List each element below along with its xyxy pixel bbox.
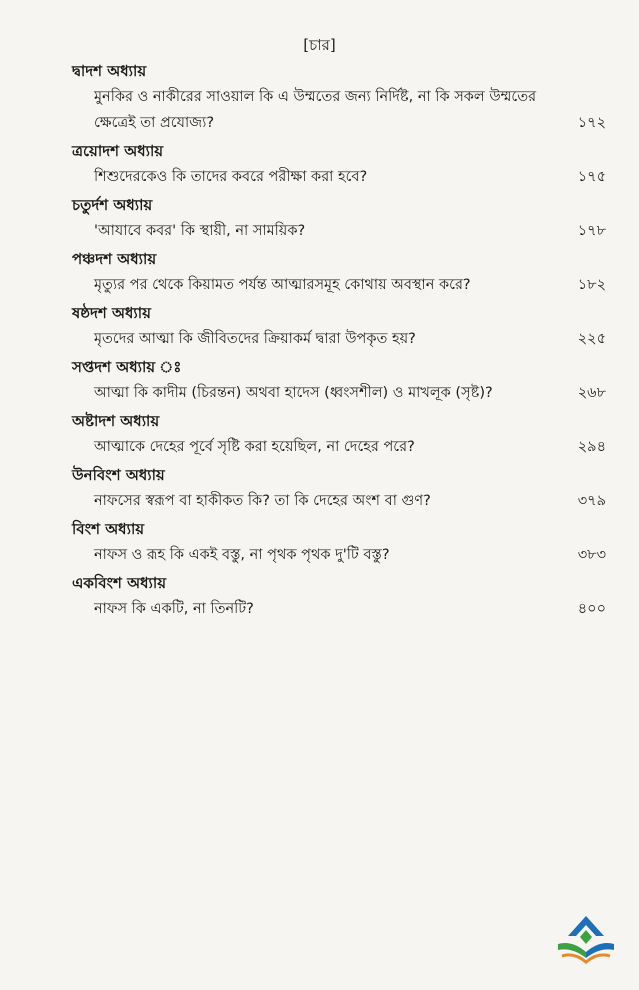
- toc-entry[interactable]: [72, 218, 612, 244]
- toc-entry[interactable]: [72, 84, 612, 136]
- entry-page-number: ২৬৮: [577, 385, 606, 401]
- chapter-heading: একবিংশ অধ্যায়: [72, 574, 167, 592]
- entry-page-number: ১৭৮: [577, 223, 606, 239]
- toc-chapter: [72, 410, 612, 460]
- entry-title: মুনকির ও নাকীরের সাওয়াল কি এ উম্মতের জন্য নির্দিষ্ট, না কি সকল উম্মতের ক্ষেত্রেই তা প্রযোজ্য?: [94, 89, 537, 131]
- entry-page-number: ৩৮৩: [577, 547, 606, 563]
- chapter-heading: সপ্তদশ অধ্যায় ঃ: [72, 358, 182, 376]
- toc-chapter: [72, 302, 612, 352]
- entry-page-number: ১৮২: [577, 277, 606, 293]
- chapter-heading: অষ্টাদশ অধ্যায়: [72, 412, 160, 430]
- entry-title: শিশুদেরকেও কি তাদের কবরে পরীক্ষা করা হবে?: [94, 169, 368, 185]
- table-of-contents: [72, 60, 612, 626]
- entry-page-number: ১৭২: [577, 115, 606, 131]
- toc-chapter: [72, 248, 612, 298]
- toc-entry[interactable]: [72, 272, 612, 298]
- toc-entry[interactable]: [72, 380, 612, 406]
- page-number-header: [চার]: [303, 36, 336, 54]
- toc-chapter: [72, 194, 612, 244]
- entry-page-number: ৪০০: [577, 601, 606, 617]
- chapter-heading: উনবিংশ অধ্যায়: [72, 466, 165, 484]
- toc-chapter: [72, 60, 612, 136]
- chapter-heading: চতুর্দশ অধ্যায়: [72, 196, 153, 214]
- entry-title: নাফসের স্বরূপ বা হাকীকত কি? তা কি দেহের অংশ বা গুণ?: [94, 493, 431, 509]
- toc-entry[interactable]: [72, 326, 612, 352]
- chapter-heading: বিংশ অধ্যায়: [72, 520, 145, 538]
- toc-entry[interactable]: [72, 488, 612, 514]
- entry-page-number: ২২৫: [577, 331, 606, 347]
- toc-chapter: [72, 572, 612, 622]
- entry-title: 'আযাবে কবর' কি স্থায়ী, না সাময়িক?: [94, 223, 306, 239]
- entry-page-number: ১৭৫: [577, 169, 606, 185]
- entry-title: নাফস ও রূহ কি একই বস্তু, না পৃথক পৃথক দু'টি বস্তু?: [94, 547, 390, 563]
- entry-title: মৃতদের আত্মা কি জীবিতদের ক্রিয়াকর্ম দ্বারা উপকৃত হয়?: [94, 331, 416, 347]
- toc-chapter: [72, 356, 612, 406]
- chapter-heading: পঞ্চদশ অধ্যায়: [72, 250, 157, 268]
- chapter-heading: ষষ্ঠদশ অধ্যায়: [72, 304, 151, 322]
- toc-chapter: [72, 464, 612, 514]
- chapter-heading: ত্রয়োদশ অধ্যায়: [72, 142, 164, 160]
- entry-page-number: ৩৭৯: [577, 493, 606, 509]
- toc-entry[interactable]: [72, 596, 612, 622]
- toc-entry[interactable]: [72, 164, 612, 190]
- toc-chapter: [72, 140, 612, 190]
- entry-title: মৃত্যুর পর থেকে কিয়ামত পর্যন্ত আত্মারসমূহ কোথায় অবস্থান করে?: [94, 277, 471, 293]
- chapter-heading: দ্বাদশ অধ্যায়: [72, 62, 147, 80]
- toc-entry[interactable]: [72, 542, 612, 568]
- entry-title: আত্মাকে দেহের পূর্বে সৃষ্টি করা হয়েছিল, না দেহের পরে?: [94, 439, 415, 455]
- publisher-logo-icon: [552, 912, 620, 966]
- toc-entry[interactable]: [72, 434, 612, 460]
- toc-chapter: [72, 518, 612, 568]
- entry-title: আত্মা কি কাদীম (চিরন্তন) অথবা হাদেস (ধ্বংসশীল) ও মাখলূক (সৃষ্ট)?: [94, 385, 493, 401]
- entry-title: নাফস কি একটি, না তিনটি?: [94, 601, 254, 617]
- entry-page-number: ২৯৪: [577, 439, 606, 455]
